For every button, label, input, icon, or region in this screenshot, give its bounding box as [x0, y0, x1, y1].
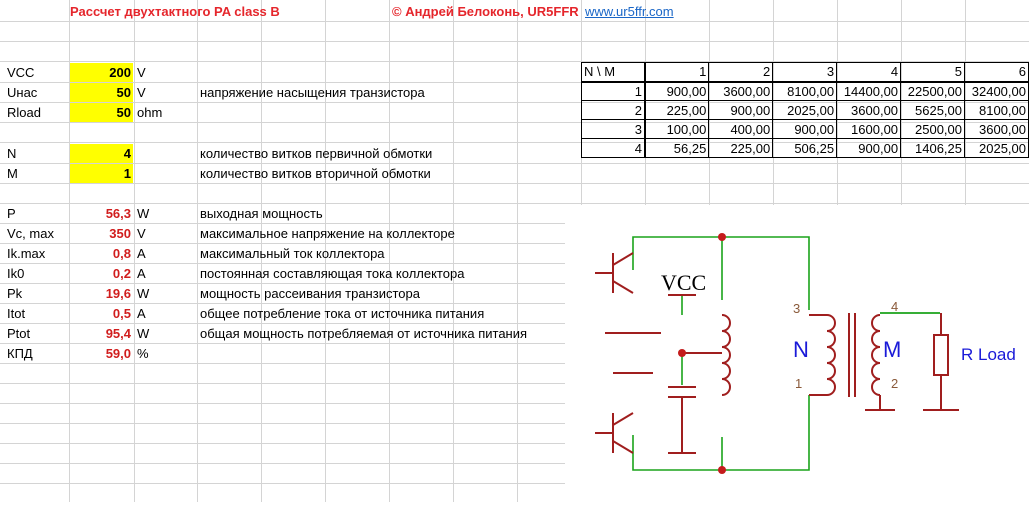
ikmax-unit: A: [137, 246, 146, 261]
efficiency-unit: %: [137, 346, 149, 361]
table-col-header[interactable]: 2: [709, 63, 773, 82]
itot-unit: A: [137, 306, 146, 321]
ptot-label: Ptot: [7, 326, 31, 341]
vcc-node-label: VCC: [661, 270, 707, 295]
n-description: количество витков первичной обмотки: [200, 146, 433, 161]
primary-turns-label: N: [793, 337, 809, 362]
table-cell[interactable]: 900,00: [709, 101, 773, 120]
table-corner-cell[interactable]: N \ M: [582, 63, 646, 82]
table-cell[interactable]: 225,00: [709, 139, 773, 158]
vcc-label: VCC: [7, 65, 35, 80]
ikmax-description: максимальный ток коллектора: [200, 246, 385, 261]
table-cell[interactable]: 22500,00: [901, 82, 965, 101]
usat-description: напряжение насыщения транзистора: [200, 85, 425, 100]
rload-label: Rload: [7, 105, 41, 120]
pin-3-label: 3: [793, 301, 801, 316]
pin-4-label: 4: [891, 299, 899, 314]
table-cell[interactable]: 225,00: [645, 101, 709, 120]
rload-input[interactable]: 50: [70, 103, 133, 122]
table-col-header[interactable]: 3: [773, 63, 837, 82]
table-col-header[interactable]: 1: [645, 63, 709, 82]
table-row: [582, 139, 1029, 158]
power-value[interactable]: 56,3: [105, 206, 131, 221]
table-cell[interactable]: 900,00: [837, 139, 901, 158]
table-cell[interactable]: 1406,25: [901, 139, 965, 158]
table-row-header[interactable]: 3: [582, 120, 646, 139]
vcmax-label: Vc, max: [7, 226, 54, 241]
table-cell[interactable]: 3600,00: [837, 101, 901, 120]
pin-1-label: 1: [795, 376, 803, 391]
secondary-turns-label: M: [883, 337, 902, 362]
table-cell[interactable]: 100,00: [645, 120, 709, 139]
table-col-header[interactable]: 5: [901, 63, 965, 82]
table-cell[interactable]: 400,00: [709, 120, 773, 139]
table-cell[interactable]: 3600,00: [709, 82, 773, 101]
usat-unit: V: [137, 85, 146, 100]
ik0-unit: A: [137, 266, 146, 281]
impedance-table: [581, 62, 1029, 158]
vcmax-description: максимальное напряжение на коллекторе: [200, 226, 455, 241]
table-row: [582, 120, 1029, 139]
efficiency-label: КПД: [7, 346, 33, 361]
sheet-title: Рассчет двухтактного PA class B: [70, 4, 280, 19]
table-row: [582, 82, 1029, 101]
table-cell[interactable]: 14400,00: [837, 82, 901, 101]
table-row-header[interactable]: 4: [582, 139, 646, 158]
pk-value[interactable]: 19,6: [105, 286, 131, 301]
table-cell[interactable]: 2025,00: [773, 101, 837, 120]
m-label: M: [7, 166, 18, 181]
itot-label: Itot: [7, 306, 26, 321]
table-header-row: [582, 63, 1029, 82]
power-label: P: [7, 206, 16, 221]
table-row-header[interactable]: 2: [582, 101, 646, 120]
table-cell[interactable]: 56,25: [645, 139, 709, 158]
m-input[interactable]: 1: [70, 164, 133, 183]
schematic-image[interactable]: [565, 205, 1029, 502]
table-cell[interactable]: 2025,00: [965, 139, 1029, 158]
n-input[interactable]: 4: [70, 144, 133, 163]
pk-label: Pk: [7, 286, 23, 301]
power-unit: W: [137, 206, 150, 221]
ptot-description: общая мощность потребляемая от источника питания: [200, 326, 528, 341]
itot-description: общее потребление тока от источника питания: [200, 306, 485, 321]
rload-unit: ohm: [137, 105, 163, 120]
ik0-description: постоянная составляющая тока коллектора: [200, 266, 465, 281]
efficiency-value[interactable]: 59,0: [105, 346, 131, 361]
ik0-value[interactable]: 0,2: [112, 266, 131, 281]
table-row-header[interactable]: 1: [582, 82, 646, 101]
table-col-header[interactable]: 6: [965, 63, 1029, 82]
usat-input[interactable]: 50: [70, 83, 133, 102]
table-cell[interactable]: 32400,00: [965, 82, 1029, 101]
ptot-unit: W: [137, 326, 150, 341]
table-row: [582, 101, 1029, 120]
table-cell[interactable]: 900,00: [773, 120, 837, 139]
pk-unit: W: [137, 286, 150, 301]
table-cell[interactable]: 8100,00: [773, 82, 837, 101]
copyright-text: © Андрей Белоконь, UR5FFR: [392, 4, 579, 19]
ikmax-label: Ik.max: [7, 246, 46, 261]
rload-node-label: R Load: [961, 345, 1016, 364]
pk-description: мощность рассеивания транзистора: [200, 286, 420, 301]
pin-2-label: 2: [891, 376, 899, 391]
table-cell[interactable]: 3600,00: [965, 120, 1029, 139]
ik0-label: Ik0: [7, 266, 25, 281]
vcmax-value[interactable]: 350: [109, 226, 131, 241]
website-link[interactable]: www.ur5ffr.com: [585, 4, 674, 19]
vcmax-unit: V: [137, 226, 146, 241]
table-cell[interactable]: 1600,00: [837, 120, 901, 139]
power-description: выходная мощность: [200, 206, 323, 221]
m-description: количество витков вторичной обмотки: [200, 166, 431, 181]
vcc-unit: V: [137, 65, 146, 80]
usat-label: Uнас: [7, 85, 38, 100]
table-cell[interactable]: 8100,00: [965, 101, 1029, 120]
n-label: N: [7, 146, 17, 161]
table-cell[interactable]: 506,25: [773, 139, 837, 158]
table-cell[interactable]: 2500,00: [901, 120, 965, 139]
vcc-input[interactable]: 200: [70, 63, 133, 82]
ptot-value[interactable]: 95,4: [105, 326, 131, 341]
table-cell[interactable]: 900,00: [645, 82, 709, 101]
table-col-header[interactable]: 4: [837, 63, 901, 82]
itot-value[interactable]: 0,5: [112, 306, 131, 321]
table-cell[interactable]: 5625,00: [901, 101, 965, 120]
ikmax-value[interactable]: 0,8: [112, 246, 131, 261]
